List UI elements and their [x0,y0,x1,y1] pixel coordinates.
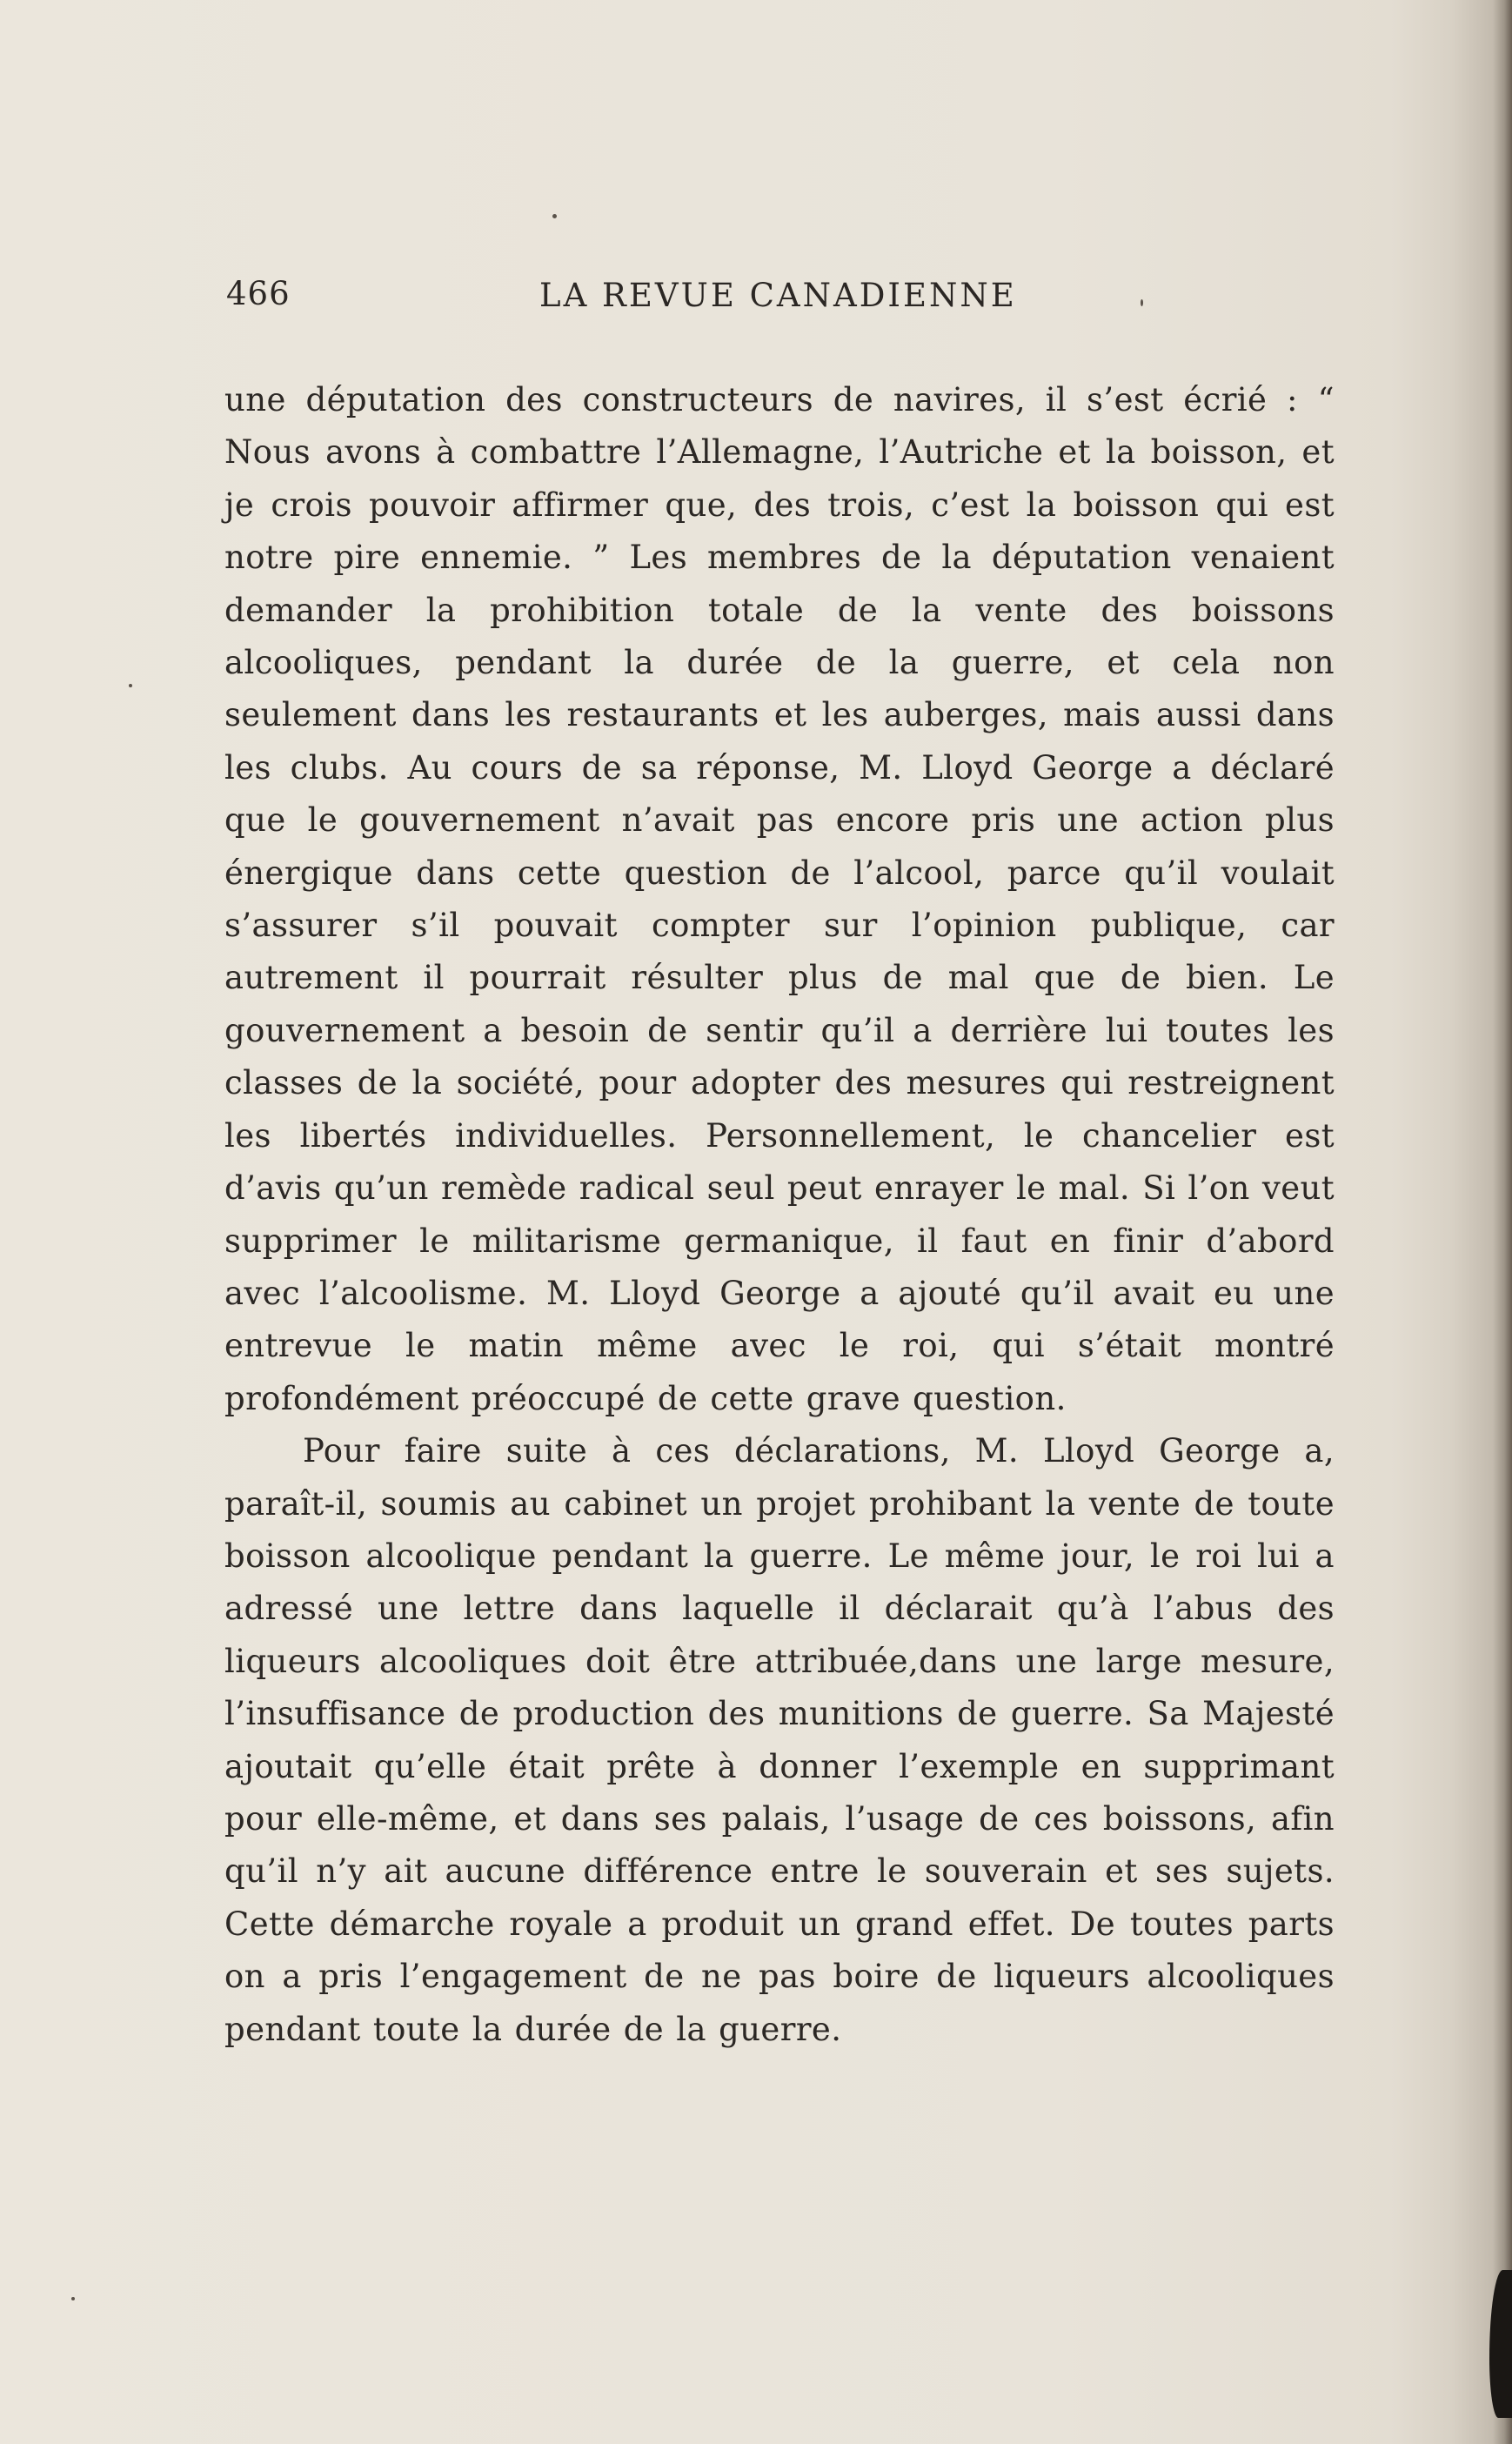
paper-speck [552,214,557,218]
page-number: 466 [226,275,291,312]
page-header [226,275,1357,327]
page-edge-shadow [1493,0,1512,2444]
paper-speck [71,2297,75,2300]
paragraph: Pour faire suite à ces déclarations, M. Lloyd George a, paraît-il, soumis au cabinet un projet prohibant la vente de toute boisson alcoolique pendant la guerre. Le même jour, le roi lui a adressé une lettre dans laquelle il déclarait qu’à l’abus des liqueurs alcooliques doit être attribuée,dans une large mesure, l’insuffisance de production des munitions de guerre. Sa Majesté ajoutait qu’elle était prête à donner l’exemple en supprimant pour elle-même, et dans ses palais, l’usage de ces boissons, afin qu’il n’y ait aucune différence entre le souverain et ses sujets. Cette démarche royale a produit un grand effet. De toutes parts on a pris l’engagement de ne pas boire de liqueurs alcooliques pendant toute la durée de la guerre. [224,1432,1335,2048]
running-head: LA REVUE CANADIENNE [539,277,1017,314]
paragraph: une députation des constructeurs de navires, il s’est écrié : “ Nous avons à combattre l’Allemagne, l’Autriche et la boisson, et je crois pouvoir affirmer que, des trois, c’est la boisson qui est notre pire ennemie. ” Les membres de la députation venaient demander la prohibition totale de la vente des boissons alcooliques, pendant la durée de la guerre, et cela non seulement dans les restaurants et les auberges, mais aussi dans les clubs. Au cours de sa réponse, M. Lloyd George a déclaré que le gouvernement n’avait pas encore pris une action plus énergique dans cette question de l’alcool, parce qu’il voulait s’assurer s’il pouvait compter sur l’opinion publique, car autrement il pourrait résulter plus de mal que de bien. Le gouvernement a besoin de sentir qu’il a derrière lui toutes les classes de la société, pour adopter des mesures qui restreignent les libertés individuelles. Personnellement, le chancelier est d’avis qu’un remède radical seul peut enrayer le mal. Si l’on veut supprimer le militarisme germanique, il faut en finir d’abord avec l’alcoolisme. M. Lloyd George a ajouté qu’il avait eu une entrevue le matin même avec le roi, qui s’était montré profondément préoccupé de cette grave question. [224,381,1335,1417]
paper-speck [129,684,132,687]
body-text [224,374,1335,2056]
